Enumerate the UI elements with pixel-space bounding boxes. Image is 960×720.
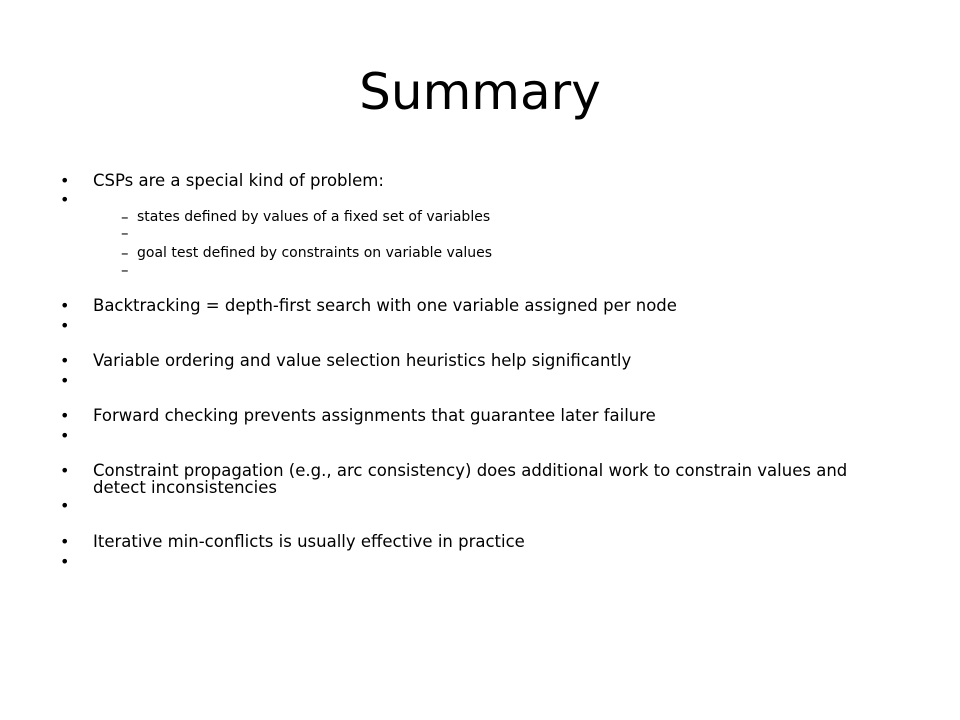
dash-icon: – [121, 208, 129, 226]
bullet-icon: • [60, 552, 70, 571]
bullet-text: Variable ordering and value selection heuristics help significantly [93, 351, 632, 370]
dash-icon: – [121, 261, 129, 279]
sub-bullet-text: goal test defined by constraints on variable values [137, 245, 493, 261]
dash-icon: – [121, 244, 129, 262]
bullet-icon: • [60, 496, 70, 515]
sub-bullet-text: states defined by values of a fixed set of variables [137, 209, 491, 225]
bullet-icon: • [60, 296, 70, 315]
bullet-icon: • [60, 371, 70, 390]
bullet-icon: • [60, 316, 70, 335]
slide-title: Summary [359, 63, 601, 121]
bullet-icon: • [60, 190, 70, 209]
bullet-icon: • [60, 532, 70, 551]
bullet-icon: • [60, 171, 70, 190]
bullet-icon: • [60, 406, 70, 425]
bullet-text: Backtracking = depth-first search with one variable assigned per node [93, 296, 677, 315]
bullet-text: Forward checking prevents assignments that guarantee later failure [93, 406, 656, 425]
bullet-text: Constraint propagation (e.g., arc consistency) does additional work to constrain values and detect inconsistencies [93, 461, 848, 497]
bullet-text: Iterative min-conflicts is usually effective in practice [93, 532, 525, 551]
bullet-icon: • [60, 461, 70, 480]
bullet-icon: • [60, 426, 70, 445]
dash-icon: – [121, 224, 129, 242]
bullet-text: CSPs are a special kind of problem: [93, 171, 384, 190]
bullet-icon: • [60, 351, 70, 370]
